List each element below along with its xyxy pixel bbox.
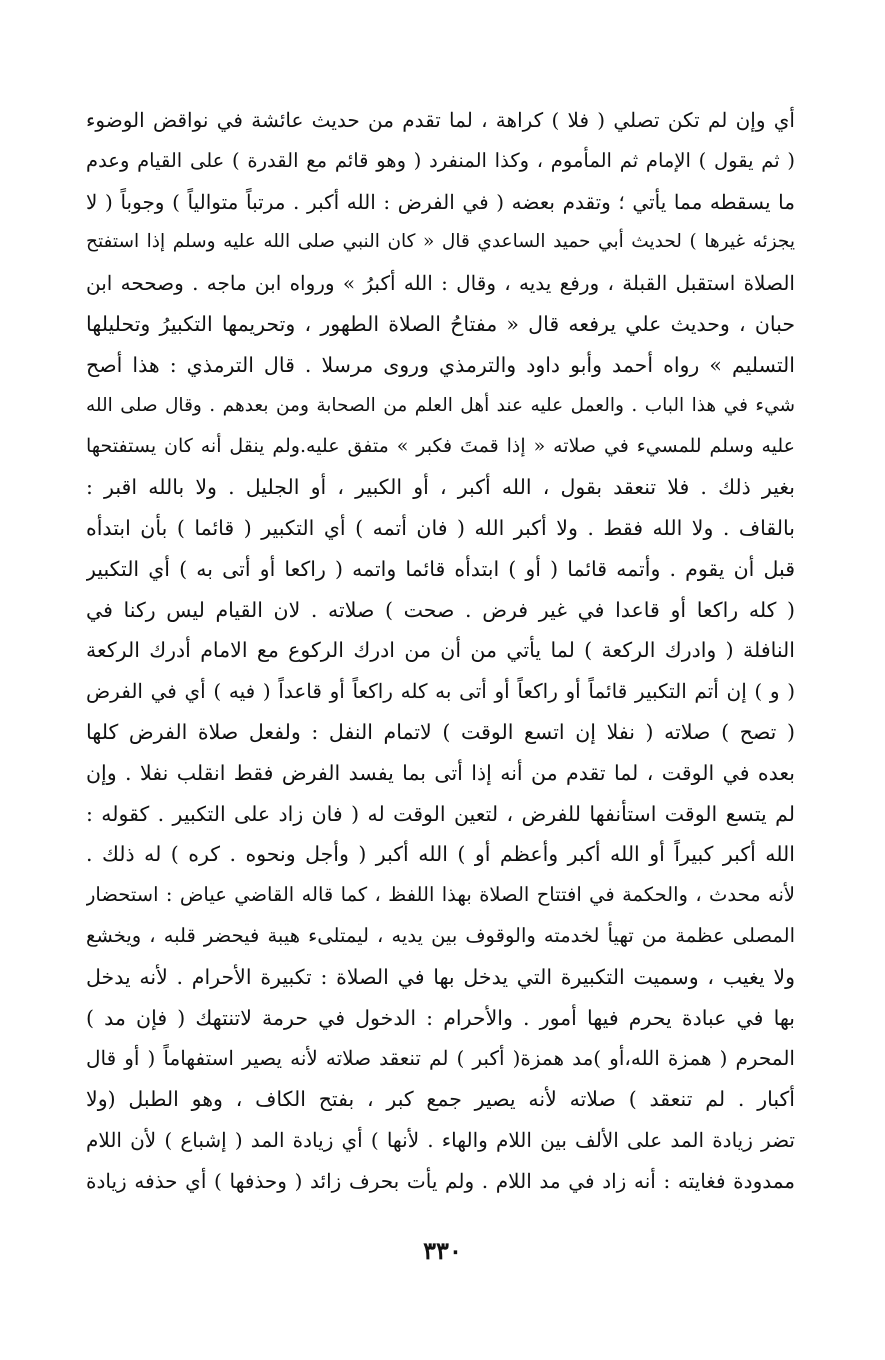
text-line: حبان ، وحديث علي يرفعه قال « مفتاحُ الصلاة الطهور ، وتحريمها التكبيرُ وتحليلها bbox=[86, 311, 795, 336]
text-line: الصلاة استقبل القبلة ، ورفع يديه ، وقال : الله أكبرُ » ورواه ابن ماجه . وصححه ابن bbox=[86, 271, 795, 296]
text-line: بعده في الوقت ، لما تقدم من أنه إذا أتى بما يفسد الفرض فقط انقلب نفلا . وإن bbox=[86, 760, 795, 785]
text-line: الله أكبر كبيراً أو الله أكبر وأعظم أو ) الله أكبر ( وأجل ونحوه . كره ) له ذلك . bbox=[86, 842, 795, 867]
text-line: أي وإن لم تكن تصلي ( فلا ) كراهة ، لما تقدم من حديث عائشة في نواقض الوضوء bbox=[86, 108, 795, 132]
page-number: ٣٣٠ bbox=[423, 1236, 462, 1265]
text-line: التسليم » رواه أحمد وأبو داود والترمذي وروى مرسلا . قال الترمذي : هذا أصح bbox=[86, 352, 795, 377]
text-body bbox=[86, 100, 795, 1202]
text-line: ( ثم يقول ) الإمام ثم المأموم ، وكذا المنفرد ( وهو قائم مع القدرة ) على القيام وعدم bbox=[86, 148, 795, 172]
text-line: ( كله راكعا أو قاعدا في غير فرض . صحت ) صلاته . لان القيام ليس ركنا في bbox=[86, 597, 795, 622]
text-line: بالقاف . ولا الله فقط . ولا أكبر الله ( فان أتمه ) أي التكبير ( قائما ) بأن ابتدأه bbox=[86, 515, 795, 540]
text-line: يجزئه غيرها ) لحديث أبي حميد الساعدي قال « كان النبي صلى الله عليه وسلم إذا استفتح bbox=[86, 231, 795, 253]
text-line: شيء في هذا الباب . والعمل عليه عند أهل العلم من الصحابة ومن بعدهم . وقال صلى الله bbox=[86, 394, 795, 416]
text-line: أكبار . لم تنعقد ) صلاته لأنه يصير جمع كبر ، بفتح الكاف ، وهو الطبل (ولا bbox=[86, 1087, 795, 1112]
text-line: عليه وسلم للمسيء في صلاته « إذا قمتَ فكبر » متفق عليه.ولم ينقل أنه كان يستفتحها bbox=[86, 435, 795, 458]
text-line: ما يسقطه مما يأتي ؛ وتقدم بعضه ( في الفرض : الله أكبر . مرتباً متوالياً ) وجوباً ( لا bbox=[86, 189, 795, 214]
text-line: بها في عبادة يحرم فيها أمور . والأحرام : الدخول في حرمة لاتنتهك ( فإن مد ) bbox=[86, 1005, 795, 1030]
text-line: تضر زيادة المد على الألف بين اللام والهاء . لأنها ) أي زيادة المد ( إشباع ) لأن اللام bbox=[86, 1127, 795, 1152]
text-line: المصلى عظمة من تهيأ لخدمته والوقوف بين يديه ، ليمتلىء هيبة فيحضر قلبه ، ويخشع bbox=[86, 923, 795, 947]
text-line: بغير ذلك . فلا تنعقد بقول ، الله أكبر ، أو الكبير ، أو الجليل . ولا بالله اقبر : bbox=[86, 475, 795, 500]
text-line: لأنه محدث ، والحكمة في افتتاح الصلاة بهذا اللفظ ، كما قاله القاضي عياض : استحضار bbox=[86, 883, 795, 907]
text-line: ممدودة فغايته : أنه زاد في مد اللام . ولم يأت بحرف زائد ( وحذفها ) أي حذفه زيادة bbox=[86, 1168, 795, 1193]
text-line: ( تصح ) صلاته ( نفلا إن اتسع الوقت ) لاتمام النفل : ولفعل صلاة الفرض كلها bbox=[86, 719, 795, 744]
text-line: قبل أن يقوم . وأتمه قائما ( أو ) ابتدأه قائما واتمه ( راكعا أو أتى به ) أي التكبير bbox=[86, 556, 795, 581]
text-line: المحرم ( همزة الله،أو )مد همزة( أكبر ) لم تنعقد صلاته لأنه يصير استفهاماً ( أو قال bbox=[86, 1046, 795, 1071]
text-line: النافلة ( وادرك الركعة ) لما يأتي من أن من ادرك الركوع مع الامام أدرك الركعة bbox=[86, 638, 795, 663]
text-line: ولا يغيب ، وسميت التكبيرة التي يدخل بها في الصلاة : تكبيرة الأحرام . لأنه يدخل bbox=[86, 964, 795, 989]
text-line: لم يتسع الوقت استأنفها للفرض ، لتعين الوقت له ( فان زاد على التكبير . كقوله : bbox=[86, 801, 795, 826]
text-line: ( و ) إن أتم التكبير قائماً أو راكعاً أو أتى به كله راكعاً أو قاعداً ( فيه ) أي في الفرض bbox=[86, 679, 795, 704]
